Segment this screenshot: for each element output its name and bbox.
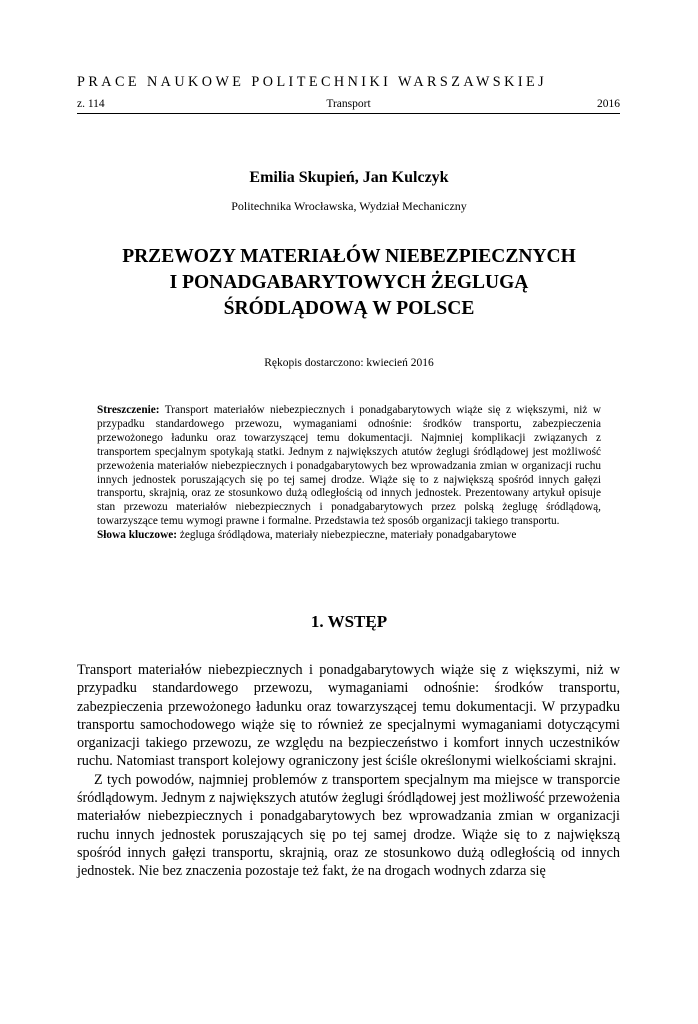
keywords-label: Słowa kluczowe:: [97, 529, 178, 542]
keywords-text: żegluga śródlądowa, materiały niebezpieczne, materiały ponadgabarytowe: [177, 529, 517, 542]
body-text: [77, 661, 620, 881]
authors: Emilia Skupień, Jan Kulczyk: [249, 169, 449, 186]
journal-name: PRACE NAUKOWE POLITECHNIKI WARSZAWSKIEJ: [77, 74, 548, 90]
affiliation: Politechnika Wrocławska, Wydział Mechaniczny: [231, 199, 467, 213]
issue-year: 2016: [597, 98, 620, 110]
body-paragraph-1: Transport materiałów niebezpiecznych i ponadgabarytowych wiąże się z większymi, niż w przypadku standardowego przewozu, wymaganiami odnośnie: środków transportu, zabezpieczenia przewożonego ładunku oraz towarzyszącej temu dokumentacji. W przypadku transportu samochodowego wiąże się to również ze specjalnymi wymaganiami dotyczącymi organizacji takiego przewozu, ze względu na bezpieczeństwo i komfort innych uczestników ruchu. Natomiast transport kolejowy ograniczony jest ściśle określonymi wielkościami skrajni.: [77, 662, 620, 770]
body-paragraph-2: Z tych powodów, najmniej problemów z transportem specjalnym ma miejsce w transporcie śródlądowym. Jednym z największych atutów żeglugi śródlądowej jest możliwość przewożenia materiałów niebezpiecznych i ponadgabarytowych bez wprowadzania zmian w organizacji ruchu innych jednostek poruszających się po tej samej drodze. Wiąże się to z największą spośród innych gałęzi transportu, skrajnią, oraz ze stosunkowo dużą odległością od innych jednostek. Nie bez znaczenia pozostaje też fakt, że na drogach wodnych zdarza się: [77, 771, 620, 880]
title-line-3: ŚRÓDLĄDOWĄ W POLSCE: [223, 298, 475, 319]
abstract-paragraph: [97, 404, 601, 529]
received-date: Rękopis dostarczono: kwiecień 2016: [264, 357, 434, 369]
header-rule: [77, 113, 620, 114]
abstract-block: [97, 404, 601, 543]
issue-meta-row: [77, 97, 620, 111]
abstract-label: Streszczenie:: [97, 404, 160, 416]
journal-section: Transport: [326, 98, 371, 110]
title-line-1: PRZEWOZY MATERIAŁÓW NIEBEZPIECZNYCH: [122, 246, 576, 267]
section-heading: 1. WSTĘP: [310, 612, 388, 631]
issue-number: z. 114: [77, 98, 105, 110]
keywords-paragraph: [97, 529, 601, 543]
abstract-text: Transport materiałów niebezpiecznych i ponadgabarytowych wiąże się z większymi, niż w przypadku standardowego przewozu, wymaganiami odnośnie: środków transportu, zabezpieczenia przewożonego ładunku oraz towarzyszącej temu dokumentacji. Najmniej komplikacji związanych z transportem specjalnym spotykają statki. Jednym z największych atutów żeglugi śródlądowej jest możliwość przewożenia materiałów niebezpiecznych i ponadgabarytowych bez wprowadzania zmian w organizacji ruchu innych jednostek poruszających się po tej samej drodze. Wiąże się to z największą spośród innych gałęzi transportu, skrajnią, oraz ze stosunkowo dużą odległością od innych jednostek. Prezentowany artykuł opisuje stan przewozu materiałów niebezpiecznych i ponadgabarytowych przez polską żeglugę śródlądową, towarzyszące temu wymogi prawne i formalne. Przedstawia też sposób organizacji takiego transportu.: [97, 404, 601, 528]
paper-title: [60, 244, 638, 322]
title-line-2: I PONADGABARYTOWYCH ŻEGLUGĄ: [169, 272, 529, 293]
